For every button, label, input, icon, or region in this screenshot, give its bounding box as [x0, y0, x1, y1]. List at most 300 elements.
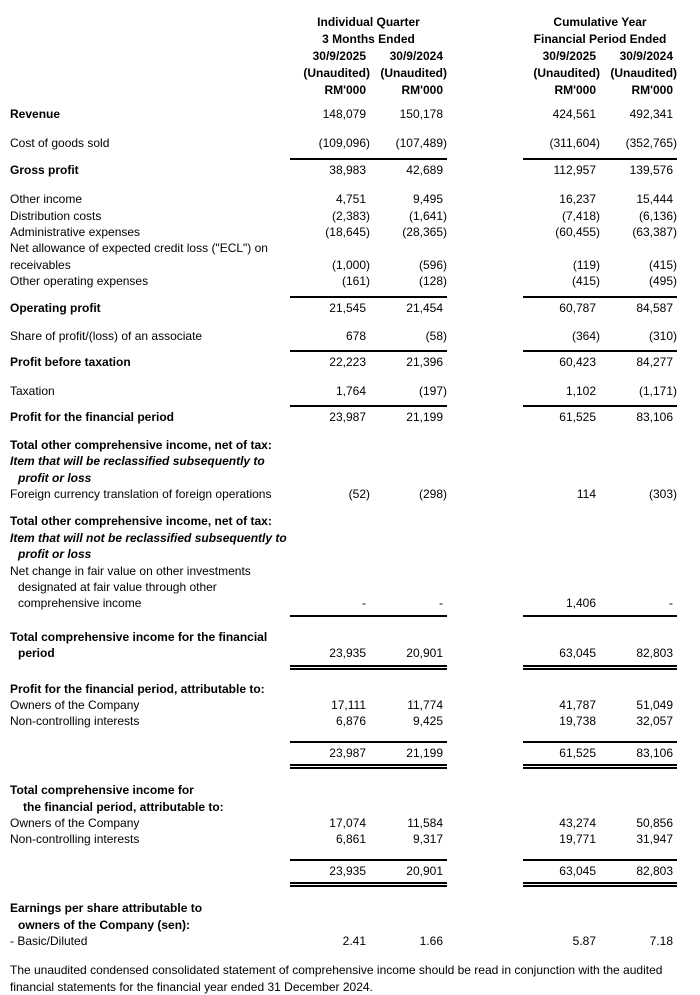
rule-cell [600, 399, 677, 407]
column-unit: RM'000 [401, 83, 443, 97]
value-cell: 82,803 [636, 863, 674, 878]
gap-cell [447, 152, 523, 160]
value-cell: 6,876 [335, 714, 366, 729]
row-label-line: - Basic/Diluted [10, 934, 88, 949]
table-row [10, 426, 677, 486]
value-cell [523, 502, 600, 562]
value-cell: 2.41 [342, 934, 366, 949]
column-date: 30/9/2025 [312, 49, 366, 63]
value-cell: (2,383) [331, 208, 370, 223]
rule-cell [523, 848, 600, 861]
row-label-line: Total comprehensive income for the financial [10, 629, 268, 644]
value-cell: 63,045 [559, 863, 596, 878]
value-cell: 21,396 [406, 355, 443, 370]
rule-cell [600, 344, 677, 352]
value-cell: (1,000) [331, 257, 370, 272]
sum-rule-row [10, 848, 677, 861]
column-date: 30/9/2024 [619, 49, 674, 63]
row-label [10, 426, 290, 486]
row-label [10, 99, 290, 122]
row-label [10, 713, 290, 729]
sum-rule-row [10, 399, 677, 407]
rule-cell [370, 152, 447, 160]
value-cell: (109,096) [318, 136, 370, 151]
row-label-line: designated at fair value through other [18, 579, 217, 594]
value-cell: 50,856 [636, 816, 674, 830]
value-cell [370, 670, 447, 697]
value-cell [600, 670, 677, 697]
value-cell: (364) [571, 329, 600, 344]
row-label-line: Total other comprehensive income, net of tax: [10, 437, 272, 452]
table-row [10, 563, 677, 612]
row-label [10, 831, 290, 847]
row-label [10, 887, 290, 933]
value-cell: (119) [572, 257, 600, 272]
value-cell: 7.18 [649, 934, 674, 949]
table-row [10, 122, 677, 151]
column-unit: RM'000 [324, 83, 366, 97]
rule-cell [370, 399, 447, 407]
sum-rule-row [10, 730, 677, 743]
gap-cell [447, 617, 523, 662]
value-cell: 83,106 [636, 745, 674, 760]
value-cell: 23,987 [329, 410, 366, 425]
row-label-line: profit or loss [18, 547, 92, 562]
gap-cell [447, 697, 523, 713]
row-label [10, 563, 290, 612]
row-label-line: Net allowance of expected credit loss ("ECL") on [10, 241, 268, 256]
label-cell [10, 848, 290, 861]
value-cell [600, 502, 677, 562]
value-cell: 11,774 [407, 697, 443, 712]
rule-cell [370, 290, 447, 298]
value-cell: 51,049 [636, 697, 674, 712]
label-cell [10, 730, 290, 743]
gap-cell [447, 352, 523, 370]
gap-cell [447, 290, 523, 298]
value-cell: 84,277 [636, 355, 674, 370]
table-row [10, 831, 677, 847]
row-label [10, 502, 290, 562]
row-label [10, 743, 290, 761]
table-row [10, 486, 677, 502]
value-cell: (28,365) [402, 225, 447, 240]
value-cell: (18,645) [325, 225, 370, 240]
table-row [10, 273, 677, 289]
column-status: (Unaudited) [610, 66, 678, 80]
table-row [10, 713, 677, 729]
table-row [10, 240, 677, 273]
gap-cell [447, 240, 523, 273]
value-cell: (415) [571, 274, 600, 289]
row-label-line: Other income [10, 192, 83, 207]
value-cell [290, 426, 370, 486]
gap-cell [447, 344, 523, 352]
table-row [10, 502, 677, 562]
rule-cell [523, 662, 600, 670]
row-label [10, 352, 290, 370]
value-cell: 114 [576, 486, 596, 501]
rule-cell [290, 152, 370, 160]
rule-cell [370, 761, 447, 769]
table-row [10, 371, 677, 399]
table-row [10, 933, 677, 949]
row-label-line: the financial period, attributable to: [23, 799, 224, 814]
row-label-line: Earnings per share attributable to [10, 901, 203, 916]
sum-rule-row [10, 344, 677, 352]
row-label-line: Owners of the Company [10, 697, 140, 712]
label-cell [10, 879, 290, 887]
value-cell: 60,423 [559, 355, 596, 370]
footnote-line: financial statements for the financial year ended 31 December 2024. [10, 979, 373, 994]
label-cell [10, 344, 290, 352]
rule-cell [290, 344, 370, 352]
sum-rule-row [10, 761, 677, 769]
column-unit: RM'000 [554, 83, 596, 97]
row-label [10, 316, 290, 344]
row-label [10, 208, 290, 224]
row-label-line: Revenue [10, 107, 61, 121]
value-cell [523, 426, 600, 486]
gap-cell [447, 670, 523, 697]
value-cell [290, 769, 370, 815]
value-cell: 17,074 [329, 816, 366, 830]
value-cell: 16,237 [559, 192, 596, 207]
gap-cell [447, 99, 523, 122]
column-status: (Unaudited) [533, 66, 600, 80]
gap-cell [447, 761, 523, 769]
value-cell: 112,957 [553, 162, 596, 177]
label-cell [10, 761, 290, 769]
label-cell [10, 152, 290, 160]
value-cell: 19,738 [559, 714, 596, 729]
value-cell: 9,425 [412, 714, 443, 729]
row-label [10, 273, 290, 289]
rule-cell [600, 879, 677, 887]
value-cell: 82,803 [636, 646, 674, 661]
value-cell [290, 887, 370, 933]
row-label-line: period [18, 646, 55, 661]
value-cell: (352,765) [625, 136, 678, 151]
value-cell: - [439, 596, 443, 611]
table-row [10, 298, 677, 316]
value-cell: (63,387) [632, 225, 678, 240]
value-cell: (303) [649, 486, 678, 501]
value-cell: (7,418) [561, 208, 600, 223]
value-cell: 21,199 [406, 410, 443, 425]
row-label [10, 122, 290, 151]
value-cell: - [362, 596, 366, 611]
row-label-line: Total comprehensive income for [10, 783, 194, 798]
value-cell: (58) [425, 329, 447, 344]
value-cell: 6,861 [335, 832, 366, 847]
value-cell: 21,199 [406, 745, 443, 760]
rule-cell [600, 290, 677, 298]
value-cell: (311,604) [549, 136, 600, 151]
value-cell: 20,901 [406, 646, 443, 661]
row-label [10, 617, 290, 662]
footnote-line: The unaudited condensed consolidated statement of comprehensive income should be read in conjunction with the audited [10, 963, 663, 978]
footnote [10, 962, 688, 995]
row-label-line: Item that will not be reclassified subsequently to [10, 530, 287, 545]
cumulative-group-subtitle: Financial Period Ended [533, 32, 667, 46]
value-cell: (60,455) [555, 225, 600, 240]
table-row [10, 178, 677, 207]
gap-cell [447, 371, 523, 399]
value-cell: 84,587 [636, 300, 674, 315]
value-cell: - [669, 596, 674, 611]
value-cell: 42,689 [406, 162, 443, 177]
value-cell: 1.66 [419, 934, 443, 949]
value-cell: 43,274 [559, 816, 596, 830]
gap-cell [447, 486, 523, 502]
value-cell: 150,178 [399, 107, 443, 121]
value-cell: 148,079 [322, 107, 366, 121]
row-label-line: profit or loss [18, 470, 92, 485]
value-cell: 23,935 [329, 863, 366, 878]
value-cell [370, 426, 447, 486]
row-label [10, 224, 290, 240]
value-cell: 492,341 [629, 107, 674, 121]
header-status-row [10, 65, 677, 82]
gap-cell [447, 502, 523, 562]
sum-rule-row [10, 290, 677, 298]
column-unit: RM'000 [631, 83, 674, 97]
header-unit-row [10, 82, 677, 99]
row-label-line: Non-controlling interests [10, 832, 140, 847]
value-cell: (161) [341, 274, 370, 289]
gap-cell [447, 887, 523, 933]
table-row [10, 743, 677, 761]
row-label-line: receivables [10, 257, 71, 272]
value-cell [370, 769, 447, 815]
column-status: (Unaudited) [303, 66, 370, 80]
table-row [10, 99, 677, 122]
value-cell: (107,489) [395, 136, 447, 151]
row-label-line: Cost of goods sold [10, 136, 110, 151]
rule-cell [290, 761, 370, 769]
value-cell: (415) [649, 257, 678, 272]
column-date: 30/9/2024 [389, 49, 443, 63]
quarter-group-title: Individual Quarter [317, 15, 420, 29]
row-label-line: Profit for the financial period [10, 410, 175, 425]
quarter-group-subtitle: 3 Months Ended [322, 32, 415, 46]
value-cell: (495) [649, 274, 678, 289]
table-body [10, 99, 677, 949]
gap-cell [447, 815, 523, 831]
value-cell: 60,787 [559, 300, 596, 315]
table-row [10, 160, 677, 178]
row-label [10, 371, 290, 399]
value-cell: 1,406 [565, 596, 596, 611]
value-cell: (310) [649, 329, 678, 344]
gap-cell [447, 848, 523, 861]
row-label-line: Total other comprehensive income, net of tax: [10, 514, 272, 529]
value-cell [600, 769, 677, 815]
table-row [10, 769, 677, 815]
sum-rule-row [10, 152, 677, 160]
table-row [10, 224, 677, 240]
value-cell: (298) [418, 486, 447, 501]
row-label-line: comprehensive income [18, 596, 142, 611]
value-cell [600, 426, 677, 486]
rule-cell [370, 848, 447, 861]
table-row [10, 208, 677, 224]
value-cell: (1,171) [638, 383, 678, 398]
value-cell: 9,495 [412, 192, 443, 207]
table-row [10, 316, 677, 344]
rule-cell [600, 761, 677, 769]
column-date: 30/9/2025 [542, 49, 596, 63]
value-cell: (596) [418, 257, 447, 272]
row-label [10, 178, 290, 207]
gap-cell [447, 316, 523, 344]
gap-cell [447, 407, 523, 425]
value-cell: 4,751 [335, 192, 366, 207]
gap-cell [447, 399, 523, 407]
value-cell [600, 887, 677, 933]
header-group-subtitle-row [10, 31, 677, 48]
gap-cell [447, 122, 523, 151]
rule-cell [600, 152, 677, 160]
row-label [10, 769, 290, 815]
gap-cell [447, 160, 523, 178]
row-label [10, 815, 290, 831]
column-status: (Unaudited) [380, 66, 447, 80]
row-label [10, 240, 290, 273]
row-label [10, 697, 290, 713]
value-cell: 139,576 [629, 162, 674, 177]
row-label [10, 861, 290, 879]
value-cell: (1,641) [408, 208, 447, 223]
value-cell: 23,987 [329, 745, 366, 760]
table-row [10, 407, 677, 425]
rule-cell [290, 848, 370, 861]
rule-cell [523, 399, 600, 407]
gap-cell [447, 273, 523, 289]
row-label-line: Administrative expenses [10, 225, 141, 240]
value-cell: 61,525 [559, 410, 596, 425]
gap-cell [447, 713, 523, 729]
row-label-line: Foreign currency translation of foreign operations [10, 486, 272, 501]
value-cell: 17,111 [331, 697, 366, 712]
table-row [10, 697, 677, 713]
gap-cell [447, 178, 523, 207]
header-date-row [10, 48, 677, 65]
sum-rule-row [10, 662, 677, 670]
gap-cell [447, 208, 523, 224]
value-cell: 11,584 [407, 816, 443, 830]
row-label [10, 160, 290, 178]
row-label [10, 670, 290, 697]
rule-cell [290, 290, 370, 298]
rule-cell [370, 662, 447, 670]
value-cell: 38,983 [329, 162, 366, 177]
value-cell: 41,787 [559, 697, 596, 712]
sum-rule-row [10, 879, 677, 887]
gap-cell [447, 831, 523, 847]
table-row [10, 352, 677, 370]
value-cell: (52) [348, 486, 370, 501]
rule-cell [523, 344, 600, 352]
gap-cell [447, 879, 523, 887]
rule-cell [290, 399, 370, 407]
value-cell: 21,454 [406, 300, 443, 315]
label-cell [10, 290, 290, 298]
value-cell: 32,057 [636, 714, 674, 729]
value-cell: 22,223 [329, 355, 366, 370]
cumulative-group-title: Cumulative Year [553, 15, 647, 29]
row-label-line: Other operating expenses [10, 274, 149, 289]
table-row [10, 815, 677, 831]
value-cell: (6,136) [638, 208, 678, 223]
value-cell: 63,045 [559, 646, 596, 661]
value-cell: 424,561 [552, 107, 596, 121]
gap-cell [447, 743, 523, 761]
label-cell [10, 399, 290, 407]
table-row [10, 617, 677, 662]
rule-cell [370, 879, 447, 887]
rule-cell [370, 730, 447, 743]
value-cell: 15,444 [636, 192, 674, 207]
row-label-line: Taxation [10, 383, 55, 398]
value-cell: 23,935 [329, 646, 366, 661]
value-cell [523, 769, 600, 815]
header-group-title-row [10, 14, 677, 31]
value-cell [370, 887, 447, 933]
value-cell: 19,771 [559, 832, 596, 847]
value-cell: 678 [345, 329, 366, 344]
gap-cell [447, 563, 523, 612]
row-label-line: Net change in fair value on other investments [10, 563, 251, 578]
row-label-line: Operating profit [10, 300, 101, 315]
row-label-line: owners of the Company (sen): [18, 917, 191, 932]
rule-cell [523, 290, 600, 298]
label-cell [10, 662, 290, 670]
value-cell [290, 670, 370, 697]
rule-cell [290, 730, 370, 743]
rule-cell [523, 152, 600, 160]
gap-cell [447, 933, 523, 949]
value-cell [370, 502, 447, 562]
financial-statement-table [10, 14, 677, 949]
table-header [10, 14, 677, 99]
rule-cell [600, 662, 677, 670]
value-cell: 5.87 [572, 934, 596, 949]
value-cell: 83,106 [636, 410, 674, 425]
row-label-line: Profit before taxation [10, 355, 131, 370]
row-label-line: Owners of the Company [10, 816, 140, 830]
row-label [10, 933, 290, 949]
rule-cell [600, 730, 677, 743]
row-label [10, 486, 290, 502]
row-label [10, 298, 290, 316]
row-label-line: Gross profit [10, 162, 79, 177]
gap-cell [447, 769, 523, 815]
value-cell: 61,525 [559, 745, 596, 760]
table-row [10, 887, 677, 933]
gap-cell [447, 662, 523, 670]
gap-cell [447, 426, 523, 486]
value-cell: 20,901 [406, 863, 443, 878]
row-label-line: Profit for the financial period, attributable to: [10, 681, 265, 696]
row-label-line: Item that will be reclassified subsequently to [10, 454, 265, 469]
gap-cell [447, 224, 523, 240]
gap-cell [447, 861, 523, 879]
row-label [10, 407, 290, 425]
value-cell: 31,947 [636, 832, 674, 847]
row-label-line: Non-controlling interests [10, 714, 140, 729]
